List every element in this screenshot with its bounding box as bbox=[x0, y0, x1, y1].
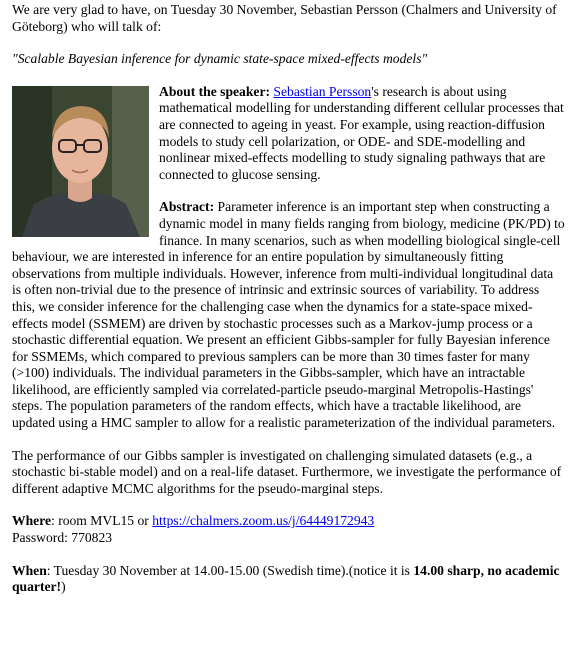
when-section bbox=[12, 563, 565, 596]
speaker-photo-illustration bbox=[12, 86, 149, 237]
abstract-label: Abstract: bbox=[159, 199, 215, 215]
when-label: When bbox=[12, 562, 47, 578]
speaker-link[interactable]: Sebastian Persson bbox=[273, 83, 372, 99]
where-section bbox=[12, 513, 565, 546]
about-label: About the speaker: bbox=[159, 83, 271, 99]
talk-title: "Scalable Bayesian inference for dynamic state-space mixed-effects models" bbox=[12, 51, 428, 67]
intro-text: We are very glad to have, on Tuesday 30 November, Sebastian Persson (Chalmers and University of Göteborg) who will talk of: bbox=[12, 2, 557, 34]
where-text: : room MVL15 or bbox=[51, 513, 153, 529]
where-label: Where bbox=[12, 513, 52, 529]
when-text: : Tuesday 30 November at 14.00-15.00 (Swedish time).(notice it is bbox=[46, 562, 414, 578]
when-tail: ) bbox=[61, 579, 66, 595]
zoom-link[interactable]: https://chalmers.zoom.us/j/64449172943 bbox=[152, 513, 375, 529]
about-text: 's research is about using mathematical modelling for understanding different cellular processes that are connected to ageing in yeast. For example, using reaction-diffusion models to study cell polarization, or ODE- and SDE-modelling and nonlinear mixed-effects modelling to study signaling pathways that are connected to glucose sensing. bbox=[159, 83, 564, 182]
performance-text: The performance of our Gibbs sampler is investigated on challenging simulated datasets (e.g., a stochastic bi-stable model) and on a real-life dataset. Furthermore, we investigate the performance of different adaptive MCMC algorithms for the pseudo-marginal steps. bbox=[12, 447, 562, 496]
abstract-text: Parameter inference is an important step when constructing a dynamic model in many fields ranging from biology, medicine (PK/PD) to finance. In many scenarios, such as when modelling biological single-cell behaviour, we are interested in inference for an entire population by simultaneously fitting observations from multiple individuals. However, inference from multi-individual longitudinal data is often non-trivial due to the presence of intrinsic and extrinsic sources of variability. To address this, we consider inference for the challenging case when the dynamics for a state-space mixed-effects model (SSMEM) are driven by stochastic processes such as a Markov-jump process or a stochastic differential equation. We present an efficient Gibbs-sampler for fully Bayesian inference for SSMEMs, which compared to previous samplers can be more than 30 times faster for many (>100) individuals. The individual parameters in the Gibbs-sampler, which have an intractable likelihood, are efficiently sampled via correlated-particle pseudo-marginal Metropolis-Hastings' steps. The population parameters of the random effects, which have a tractable likelihood, are updated using a HMC sampler to allow for a realistic parameterization of the individual parameters. bbox=[12, 199, 565, 431]
password-text: Password: 770823 bbox=[12, 530, 113, 546]
speaker-photo bbox=[12, 86, 149, 237]
when-emphasis: 14.00 sharp, no academic quarter! bbox=[12, 562, 560, 595]
